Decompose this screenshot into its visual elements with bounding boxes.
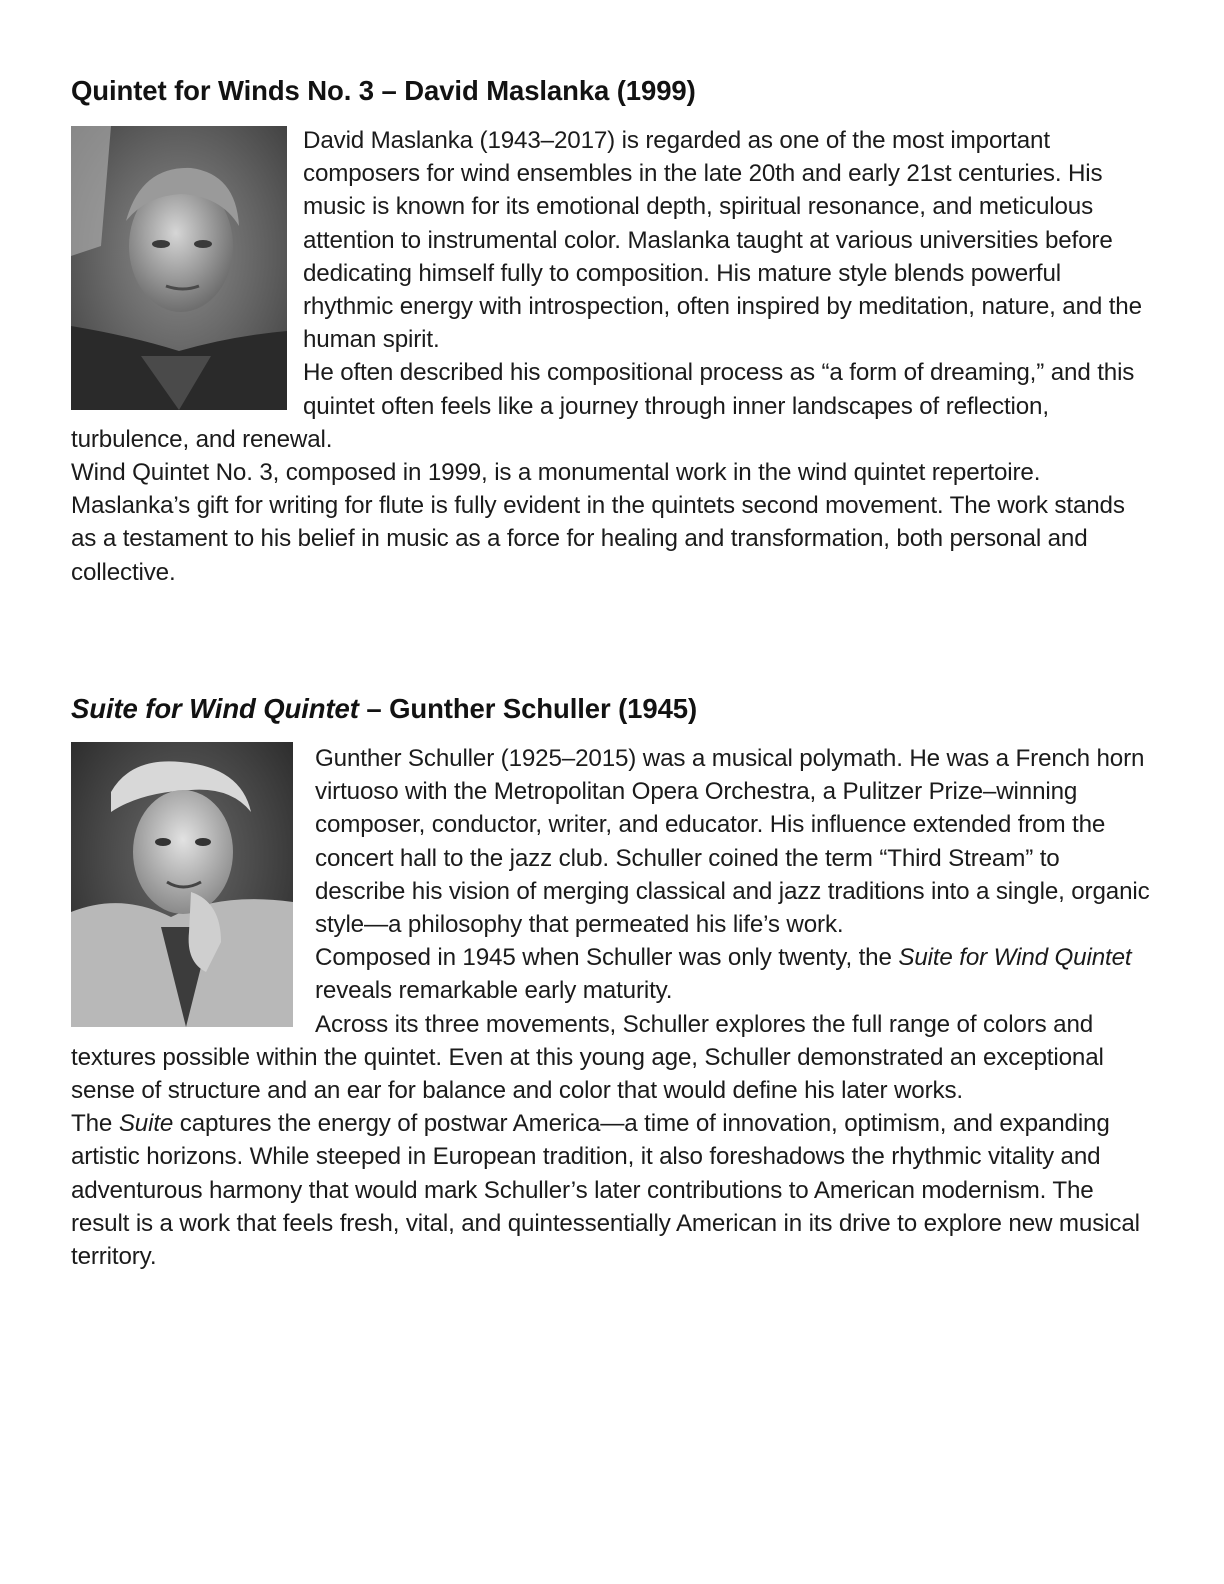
portrait-photo-maslanka (71, 126, 287, 410)
text-run: reveals remarkable early maturity. (315, 977, 673, 1005)
paragraph: Across its three movements, Schuller explores the full range of colors and textures possible within the quintet. Even at this young age, Schuller demonstrated an exceptional sense of structure and an ear for balance and color that would define his later works. (71, 1010, 1104, 1105)
paragraph: Gunther Schuller (1925–2015) was a musical polymath. He was a French horn virtuoso with the Metropolitan Opera Orchestra, a Pulitzer Prize–winning composer, conductor, writer, and educator. His influence extended from the concert hall to the jazz club. Schuller coined the term “Third Stream” to describe his vision of merging classical and jazz traditions into a single, organic style—a philosophy that permeated his life’s work. (315, 745, 1150, 939)
paragraph: David Maslanka (1943–2017) is regarded as one of the most important composers for wind ensembles in the late 20th and early 21st centuries. His music is known for its emotional depth, spiritual resonance, and meticulous attention to instrumental color. Maslanka taught at various universities before dedicating himself fully to composition. His mature style blends powerful rhythmic energy with introspection, often inspired by meditation, nature, and the human spirit. (303, 127, 1142, 354)
paragraph (71, 1107, 1156, 1273)
text-run-italic: Suite (118, 1110, 174, 1138)
section-body (71, 742, 1156, 1273)
section-title (71, 690, 1156, 728)
paragraph: He often described his compositional process as “a form of dreaming,” and this quintet often feels like a journey through inner landscapes of reflection, turbulence, and renewal. (71, 359, 1135, 453)
section-schuller (71, 690, 1156, 1273)
portrait-photo-schuller (71, 742, 293, 1027)
paragraph: Wind Quintet No. 3, composed in 1999, is a monumental work in the wind quintet repertoire. Maslanka’s gift for writing for flute is fully evident in the quintets second movement. The work stands as a testament to his belief in music as a force for healing and transformation, both personal and collective. (71, 459, 1125, 586)
text-run: captures the energy of postwar America—a time of innovation, optimism, and expanding artistic horizons. While steeped in European tradition, it also foreshadows the rhythmic vitality and adventurous harmony that would mark Schuller’s later contributions to American modernism. The result is a work that feels fresh, vital, and quintessentially American in its drive to explore new musical territory. (71, 1110, 1140, 1271)
section-title-italic: Suite for Wind Quintet (71, 693, 359, 724)
text-run: Composed in 1945 when Schuller was only twenty, the (315, 944, 899, 972)
text-run: The (71, 1110, 119, 1138)
section-maslanka (71, 72, 1156, 589)
section-title-rest: – Gunther Schuller (1945) (358, 693, 698, 724)
section-body (71, 124, 1156, 589)
text-run-italic: Suite for Wind Quintet (898, 944, 1132, 972)
section-title: Quintet for Winds No. 3 – David Maslanka (1999) (71, 75, 696, 106)
